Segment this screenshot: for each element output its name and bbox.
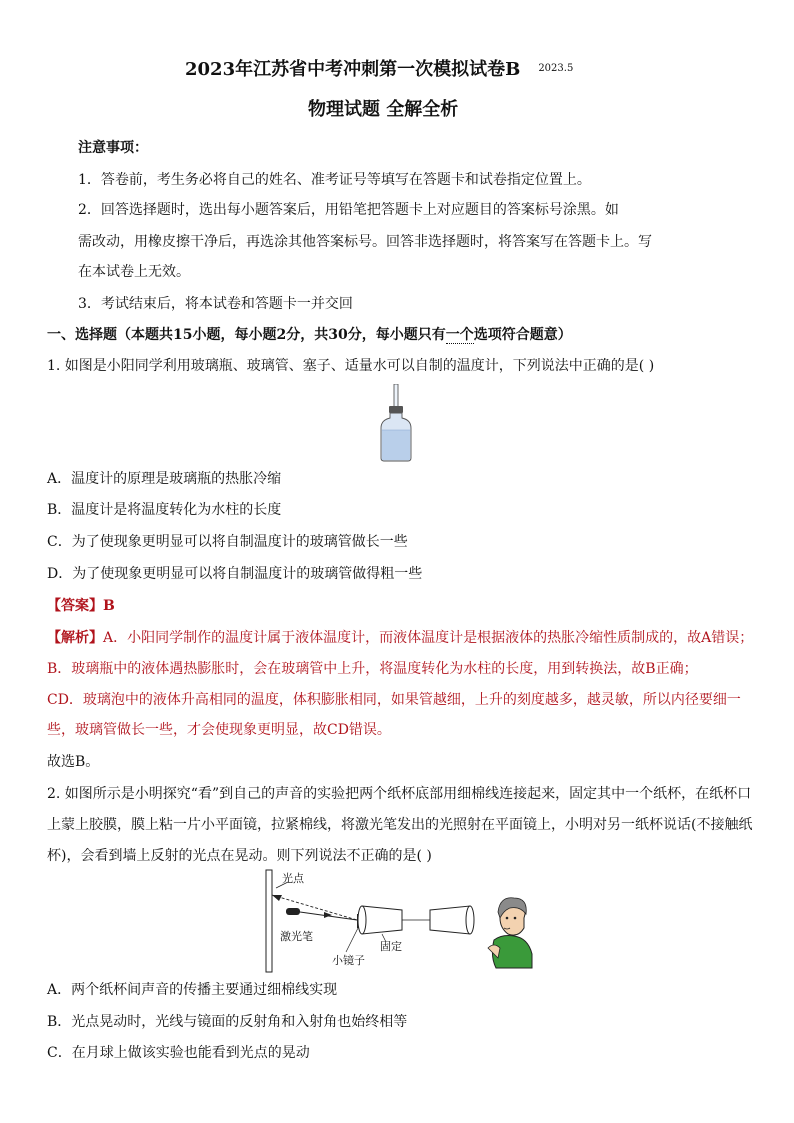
q2-label-laser: 激光笔 xyxy=(280,930,313,943)
q2-wall xyxy=(266,870,272,972)
q1-stopper xyxy=(389,406,403,413)
section-1-heading-a: 一、选择题（本题共15小题，每小题2分，共30分，每小题只有 xyxy=(47,327,446,343)
q1-option-d: D．为了使现象更明显可以将自制温度计的玻璃管做得粗一些 xyxy=(47,566,423,582)
q1-bottle-water xyxy=(382,430,410,460)
q1-analysis-tag: 【解析】 xyxy=(47,630,103,646)
q1-analysis-line-4: 些，玻璃管做长一些，才会使现象更明显，故CD错误。 xyxy=(47,722,391,738)
q1-option-b: B．温度计是将温度转化为水柱的长度 xyxy=(47,502,282,518)
q2-stem-line-1: 2. 如图所示是小明探究“看”到自己的声音的实验把两个纸杯底部用细棉线连接起来，固定其中一个纸杯，在纸杯口 xyxy=(47,786,752,802)
title-text: 2023年江苏省中考冲刺第一次模拟试卷B xyxy=(185,59,521,80)
section-1-heading xyxy=(47,325,572,345)
q2-cup-fixed xyxy=(362,906,402,934)
q2-laser-pen xyxy=(286,908,300,915)
notice-item-2-line-2: 需改动，用橡皮擦干净后，再选涂其他答案标号。回答非选择题时，将答案写在答题卡上。写 xyxy=(78,234,652,250)
q1-option-c: C．为了使现象更明显可以将自制温度计的玻璃管做长一些 xyxy=(47,534,408,550)
q1-analysis-text-1: A．小阳同学制作的温度计属于液体温度计，而液体温度计是根据液体的热胀冷缩性质制成的，故A错误； xyxy=(103,630,754,646)
q1-analysis-line-1 xyxy=(47,628,753,648)
q2-cup-speaking xyxy=(430,906,470,934)
notice-item-2-line-1: 2．回答选择题时，选出每小题答案后，用铅笔把答题卡上对应题目的答案标号涂黑。如 xyxy=(78,202,619,218)
q2-person-icon xyxy=(488,898,532,968)
q1-analysis-line-2: B．玻璃瓶中的液体遇热膨胀时，会在玻璃管中上升，将温度转化为水柱的长度，用到转换法，故B正确； xyxy=(47,661,698,677)
q2-experiment-figure xyxy=(262,868,562,978)
q1-conclusion: 故选B。 xyxy=(47,754,100,770)
q1-bottle-figure xyxy=(376,384,416,464)
q2-reflected-beam xyxy=(272,895,357,920)
q1-stem: 1. 如图是小阳同学利用玻璃瓶、玻璃管、塞子、适量水可以自制的温度计，下列说法中正确的是( ) xyxy=(47,358,655,374)
q2-option-c: C．在月球上做该实验也能看到光点的晃动 xyxy=(47,1045,310,1061)
title-date: 2023.5 xyxy=(538,63,574,74)
q1-answer: 【答案】B xyxy=(47,598,115,614)
q1-option-a: A．温度计的原理是玻璃瓶的热胀冷缩 xyxy=(47,471,282,487)
q2-stem-line-2: 上蒙上胶膜，膜上粘一片小平面镜，拉紧棉线，将激光笔发出的光照射在平面镜上，小明对另一纸杯说话(不接触纸 xyxy=(47,817,753,833)
section-1-heading-b: 一个 xyxy=(445,327,474,343)
q2-option-a: A．两个纸杯间声音的传播主要通过细棉线实现 xyxy=(47,982,338,998)
notice-item-2-line-3: 在本试卷上无效。 xyxy=(78,264,190,280)
page-title xyxy=(185,60,573,83)
q2-option-b: B．光点晃动时，光线与镜面的反射角和入射角也始终相等 xyxy=(47,1014,408,1030)
q2-label-mirror: 小镜子 xyxy=(332,954,365,967)
q2-stem-line-3: 杯)，会看到墙上反射的光点在晃动。则下列说法不正确的是( ) xyxy=(47,848,432,864)
page-subtitle: 物理试题 全解全析 xyxy=(308,99,459,120)
q2-label-fixed: 固定 xyxy=(380,940,402,953)
q2-label-spot: 光点 xyxy=(282,872,304,885)
notice-heading: 注意事项： xyxy=(78,140,148,156)
section-1-heading-c: 选项符合题意） xyxy=(473,327,572,343)
notice-item-1: 1．答卷前，考生务必将自己的姓名、准考证号等填写在答题卡和试卷指定位置上。 xyxy=(78,172,591,188)
notice-item-3: 3．考试结束后，将本试卷和答题卡一并交回 xyxy=(78,296,353,312)
q1-analysis-line-3: CD．玻璃泡中的液体升高相同的温度，体积膨胀相同，如果管越细，上升的刻度越多，越灵敏，所以内径要细一 xyxy=(47,692,741,708)
